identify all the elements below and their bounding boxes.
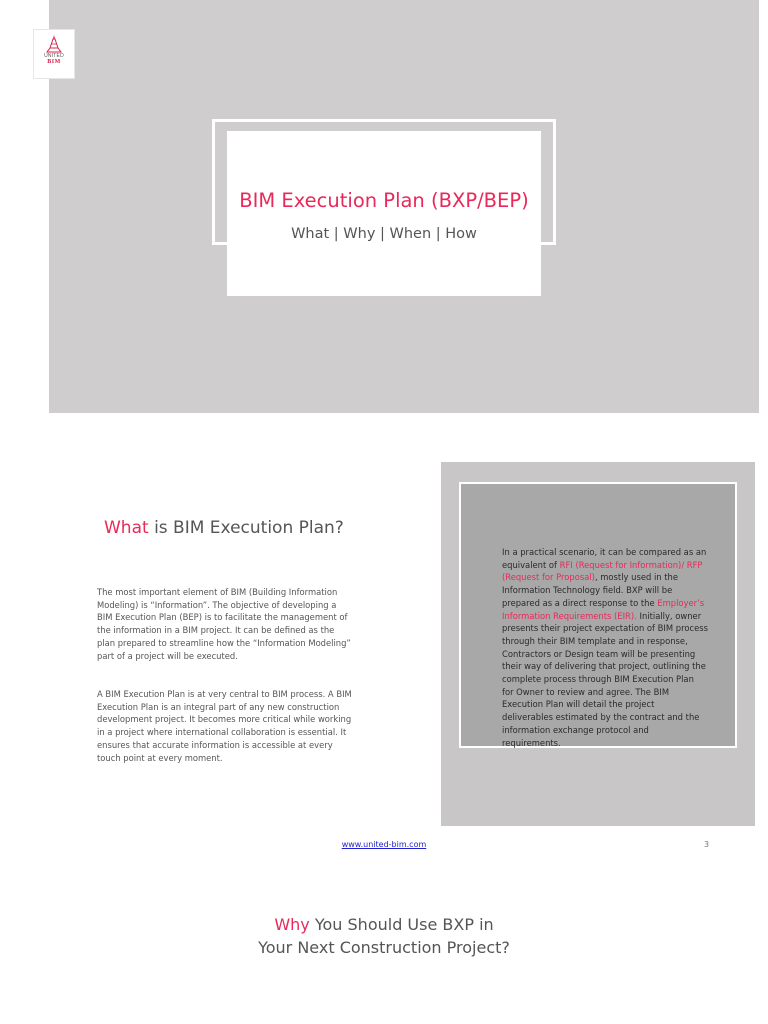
sidebar-text-1: In a practical scenario, it can be compared as an equivalent of xyxy=(502,547,707,570)
eir-link[interactable]: Employer’s Information Requirements (EIR). xyxy=(502,597,705,621)
why-heading-highlight: Why xyxy=(274,915,310,934)
what-heading-highlight: What xyxy=(104,518,149,538)
what-heading xyxy=(104,517,364,539)
why-heading-line-1 xyxy=(0,913,768,936)
what-heading-rest: is BIM Execution Plan? xyxy=(148,518,344,538)
sidebar-text-3: Initially, owner presents their project expectation of BIM process through their BIM template and in response, Contractors or Design team will be presenting their way of delivering that project, outlining the complete process through BIM Execution Plan for Owner to review and agree. The BIM Execution Plan will detail the project deliverables estimated by the contract and the information exchange protocol and requirements. xyxy=(502,610,708,748)
page-title: BIM Execution Plan (BXP/BEP) xyxy=(239,189,529,212)
sidebar-text xyxy=(502,546,708,749)
sidebar-text-2: , mostly used in the Information Technology field. BXP will be prepared as a direct response to the xyxy=(502,572,678,608)
rfi-rfp-link[interactable]: RFI (Request for Information)/ RFP (Request for Proposal) xyxy=(502,559,703,583)
tower-icon xyxy=(44,35,64,53)
why-heading-rest: You Should Use BXP in xyxy=(309,915,494,934)
why-heading xyxy=(0,913,768,959)
title-card xyxy=(227,131,541,296)
page-subtitle: What | Why | When | How xyxy=(291,226,477,242)
website-link[interactable]: www.united-bim.com xyxy=(341,840,427,849)
page-number: 3 xyxy=(704,840,710,849)
logo-text-united: UNITED xyxy=(44,53,64,59)
what-paragraph-2: A BIM Execution Plan is at very central to BIM process. A BIM Execution Plan is an integral part of any new construction development project. It becomes more critical while working in a project where international collaboration is essential. It ensures that accurate information is accessible at every touch point at every moment. xyxy=(97,689,352,763)
why-heading-line-2: Your Next Construction Project? xyxy=(258,938,510,957)
what-paragraph-1: The most important element of BIM (Building Information Modeling) is “Information”. The objective of developing a BIM Execution Plan (BEP) is to facilitate the management of the information in a BIM project. It can be defined as the plan prepared to streamline how the “Information Modeling” part of a project will be executed. xyxy=(97,587,351,661)
logo-text-bim: BIM xyxy=(47,59,61,65)
united-bim-logo[interactable] xyxy=(33,29,75,79)
